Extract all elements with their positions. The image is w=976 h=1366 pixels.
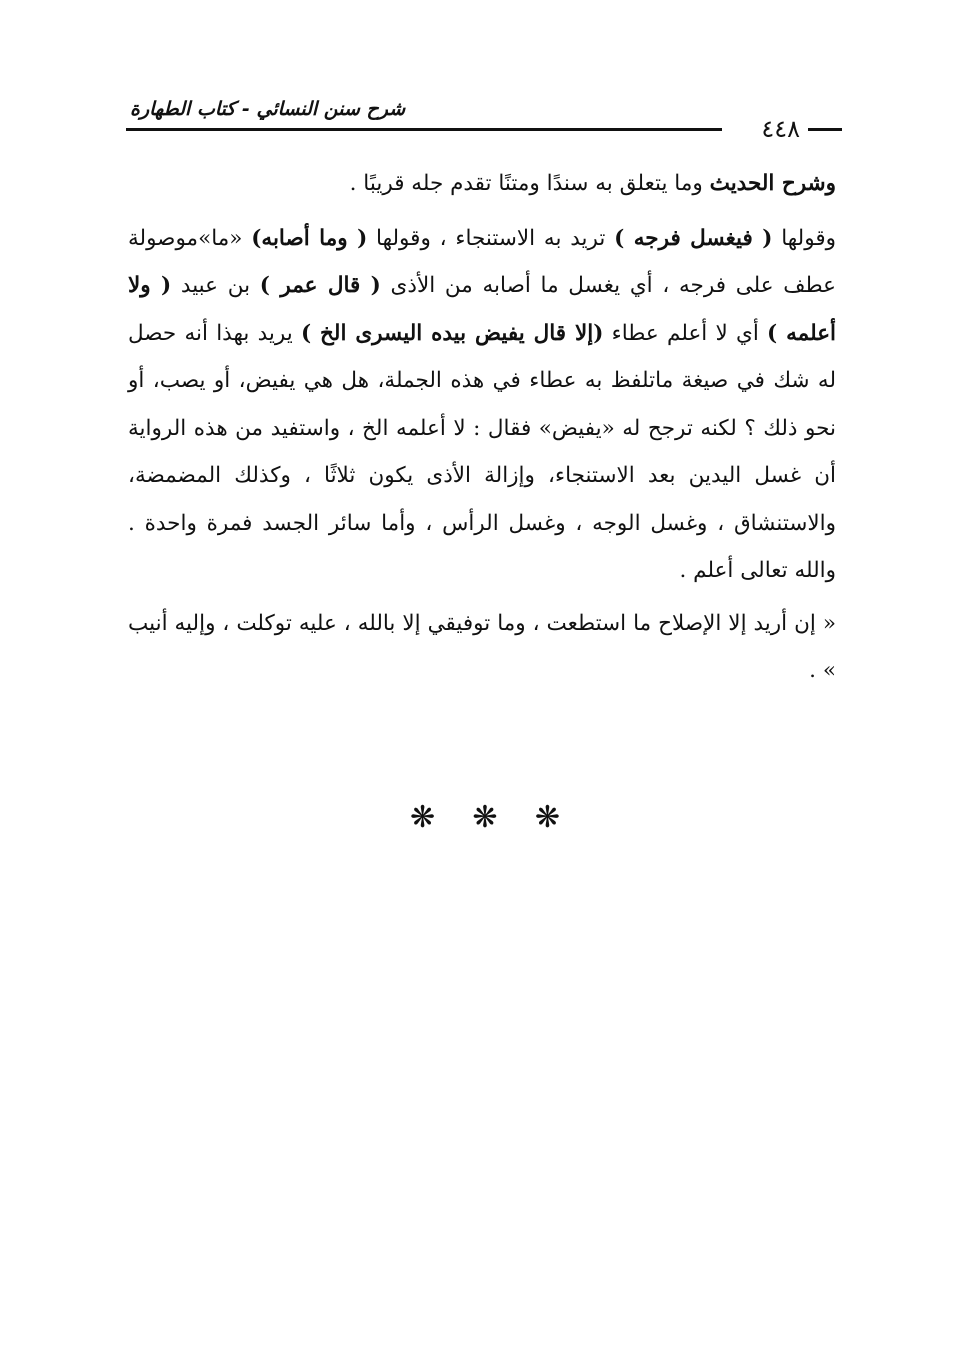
bold-phrase: وشرح الحديث	[709, 171, 836, 196]
text-run: وما يتعلق به سندًا ومتنًا تقدم جله قريبًا .	[349, 171, 710, 196]
bold-phrase: ( فيغسل فرجه )	[614, 225, 773, 251]
text-run: تريد به الاستنجاء ، وقولها	[367, 225, 615, 251]
page-number: ٤٤٨	[761, 115, 800, 143]
running-title: شرح سنن النسائي - كتاب الطهارة	[130, 98, 406, 120]
bold-phrase: (إلا قال يفيض بيده اليسرى الخ )	[300, 320, 604, 346]
star-ornament-icon: ❋	[410, 800, 436, 835]
page-header	[126, 92, 842, 143]
text-run: وقولها	[772, 225, 837, 251]
text-run: «ما»موصولة عطف على فرجه ، أي يغسل ما أصابه من الأذى	[128, 225, 836, 298]
bold-phrase: ( وما أصابه)	[251, 225, 368, 251]
star-ornament-icon: ❋	[534, 800, 560, 835]
text-run: أي لا أعلم عطاء	[603, 320, 768, 346]
bold-phrase: ( قال عمر )	[259, 273, 381, 298]
page-number-rule	[808, 128, 842, 131]
section-divider	[410, 800, 560, 835]
paragraph-3	[128, 600, 836, 695]
header-rule	[126, 128, 722, 131]
page-body	[128, 160, 836, 695]
text-run: بن عبيد	[171, 273, 260, 298]
bold-phrase: ( ولا أعلمه )	[128, 273, 836, 346]
paragraph-1	[128, 160, 836, 208]
star-ornament-icon: ❋	[472, 800, 498, 835]
paragraph-2	[128, 215, 836, 595]
text-run: « إن أريد إلا الإصلاح ما استطعت ، وما توفيقي إلا بالله ، عليه توكلت ، وإليه أنيب » .	[128, 610, 836, 683]
text-run: يريد بهذا أنه حصل له شك في صيغة ماتلفظ به عطاء في هذه الجملة، هل هي يفيض، أو يصب، أو نحو ذلك ؟ لكنه ترجح له «يفيض» فقال : لا أعلمه الخ ، واستفيد من هذه الرواية أن غسل اليدين بعد الاستنجاء، وإزالة الأذى يكون ثلاثًا ، وكذلك المضمضة، والاستنشاق ، وغسل الوجه ، وغسل الرأس ، وأما سائر الجسد فمرة واحدة . والله تعالى أعلم .	[128, 320, 836, 583]
